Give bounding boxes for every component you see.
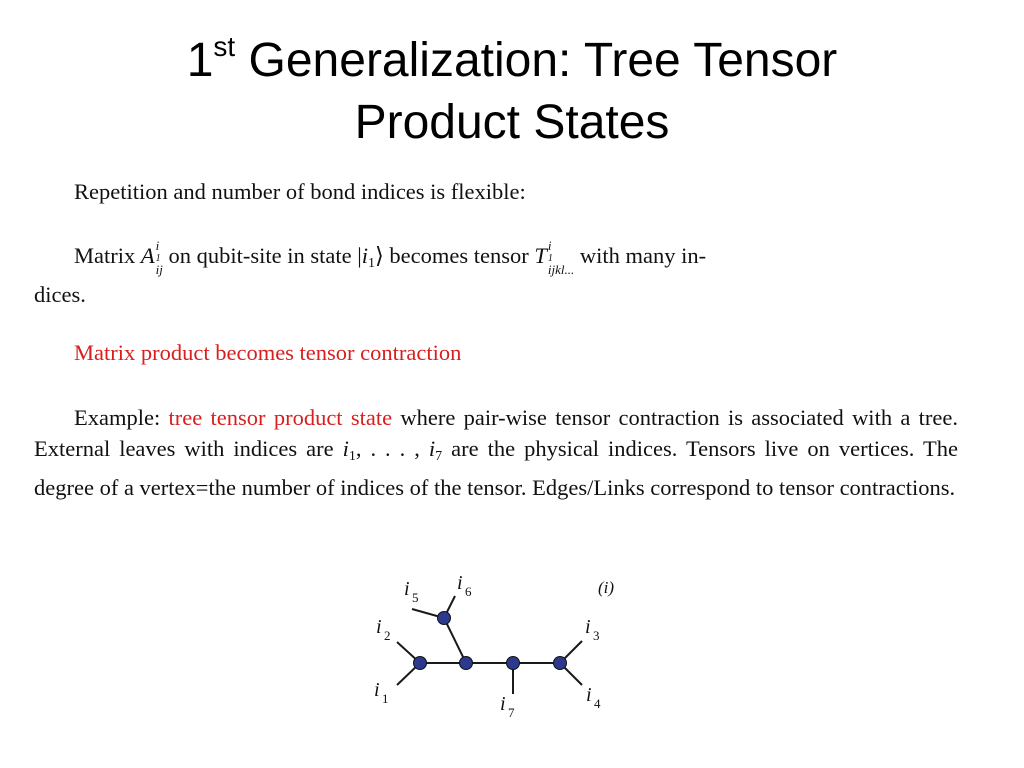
T-sup: i [547, 238, 552, 254]
leaf-i7-sub: 7 [508, 705, 515, 720]
leaf-i1-sub: 1 [382, 691, 389, 706]
leaf-label-i4 [586, 684, 601, 711]
title-line1: Generalization: Tree Tensor [248, 34, 838, 87]
p4-mid: , . . . , [355, 436, 429, 461]
tree-edges [397, 596, 582, 694]
leaf-label-i2 [376, 616, 391, 643]
T-sup-sub: 1 [547, 253, 553, 265]
p4-i7-sub: 7 [435, 449, 443, 464]
p4-i1-sub: 1 [348, 449, 356, 464]
ket-i: i [361, 243, 368, 268]
p4-text-b: where pair-wise tensor contraction is associated with a tree. External leaves with indices are [34, 405, 958, 461]
title-superscript: st [213, 31, 236, 62]
paragraph-3-text: Matrix product becomes tensor contraction [74, 340, 462, 365]
panel-label: (i) [598, 578, 615, 597]
p4-text-a: Example: [74, 405, 169, 430]
paragraph-1-text: Repetition and number of bond indices is flexible: [74, 179, 526, 204]
title-number: 1 [186, 34, 214, 87]
p2-text-b: on qubit-site in state | [162, 243, 362, 268]
p2-text-d: with many in- [574, 243, 707, 268]
T-sub: ijkl... [547, 262, 575, 278]
title-line2: Product States [354, 96, 670, 149]
p4-i1: i [342, 436, 349, 461]
tensor-T: T [534, 243, 547, 268]
vertex-1 [414, 657, 427, 670]
p4-red-term: tree tensor product state [168, 405, 393, 430]
A-sup: i [155, 238, 160, 254]
vertex-4 [554, 657, 567, 670]
p4-i7: i [428, 436, 436, 461]
leaf-label-i1 [374, 679, 389, 706]
ket-sub: 1 [367, 256, 375, 271]
leaf-i1-name: i [374, 679, 380, 701]
leaf-i2-sub: 2 [384, 628, 391, 643]
leaf-i4-sub: 4 [594, 696, 601, 711]
p4-text-c: are the physical indices. Tensors live on vertices. The degree of a vertex=the number of indices of the tensor. Edges/Links correspond to tensor contractions. [34, 436, 958, 500]
leaf-i7-name: i [500, 693, 506, 715]
leaf-i3-sub: 3 [593, 628, 600, 643]
leaf-label-i5 [404, 578, 419, 605]
matrix-A: A [140, 243, 155, 268]
p2-text-e: dices. [34, 282, 86, 307]
leaf-i6-sub: 6 [465, 584, 472, 599]
vertex-2 [460, 657, 473, 670]
A-sup-sub: 1 [155, 253, 161, 265]
leaf-i4-name: i [586, 684, 592, 706]
p2-text-c: ⟩ becomes tensor [374, 243, 535, 268]
leaf-i6-name: i [457, 572, 463, 594]
leaf-i5-sub: 5 [412, 590, 419, 605]
leaf-label-i7 [500, 693, 515, 720]
leaf-i5-name: i [404, 578, 410, 600]
vertex-3 [507, 657, 520, 670]
tree-nodes [414, 612, 567, 670]
edge-up [444, 618, 466, 663]
leaf-i2-name: i [376, 616, 382, 638]
A-sub: ij [155, 262, 163, 278]
vertex-5 [438, 612, 451, 625]
leaf-i3-name: i [585, 616, 591, 638]
leaf-label-i6 [457, 572, 472, 599]
p2-text-a: Matrix [74, 243, 141, 268]
leaf-label-i3 [585, 616, 600, 643]
